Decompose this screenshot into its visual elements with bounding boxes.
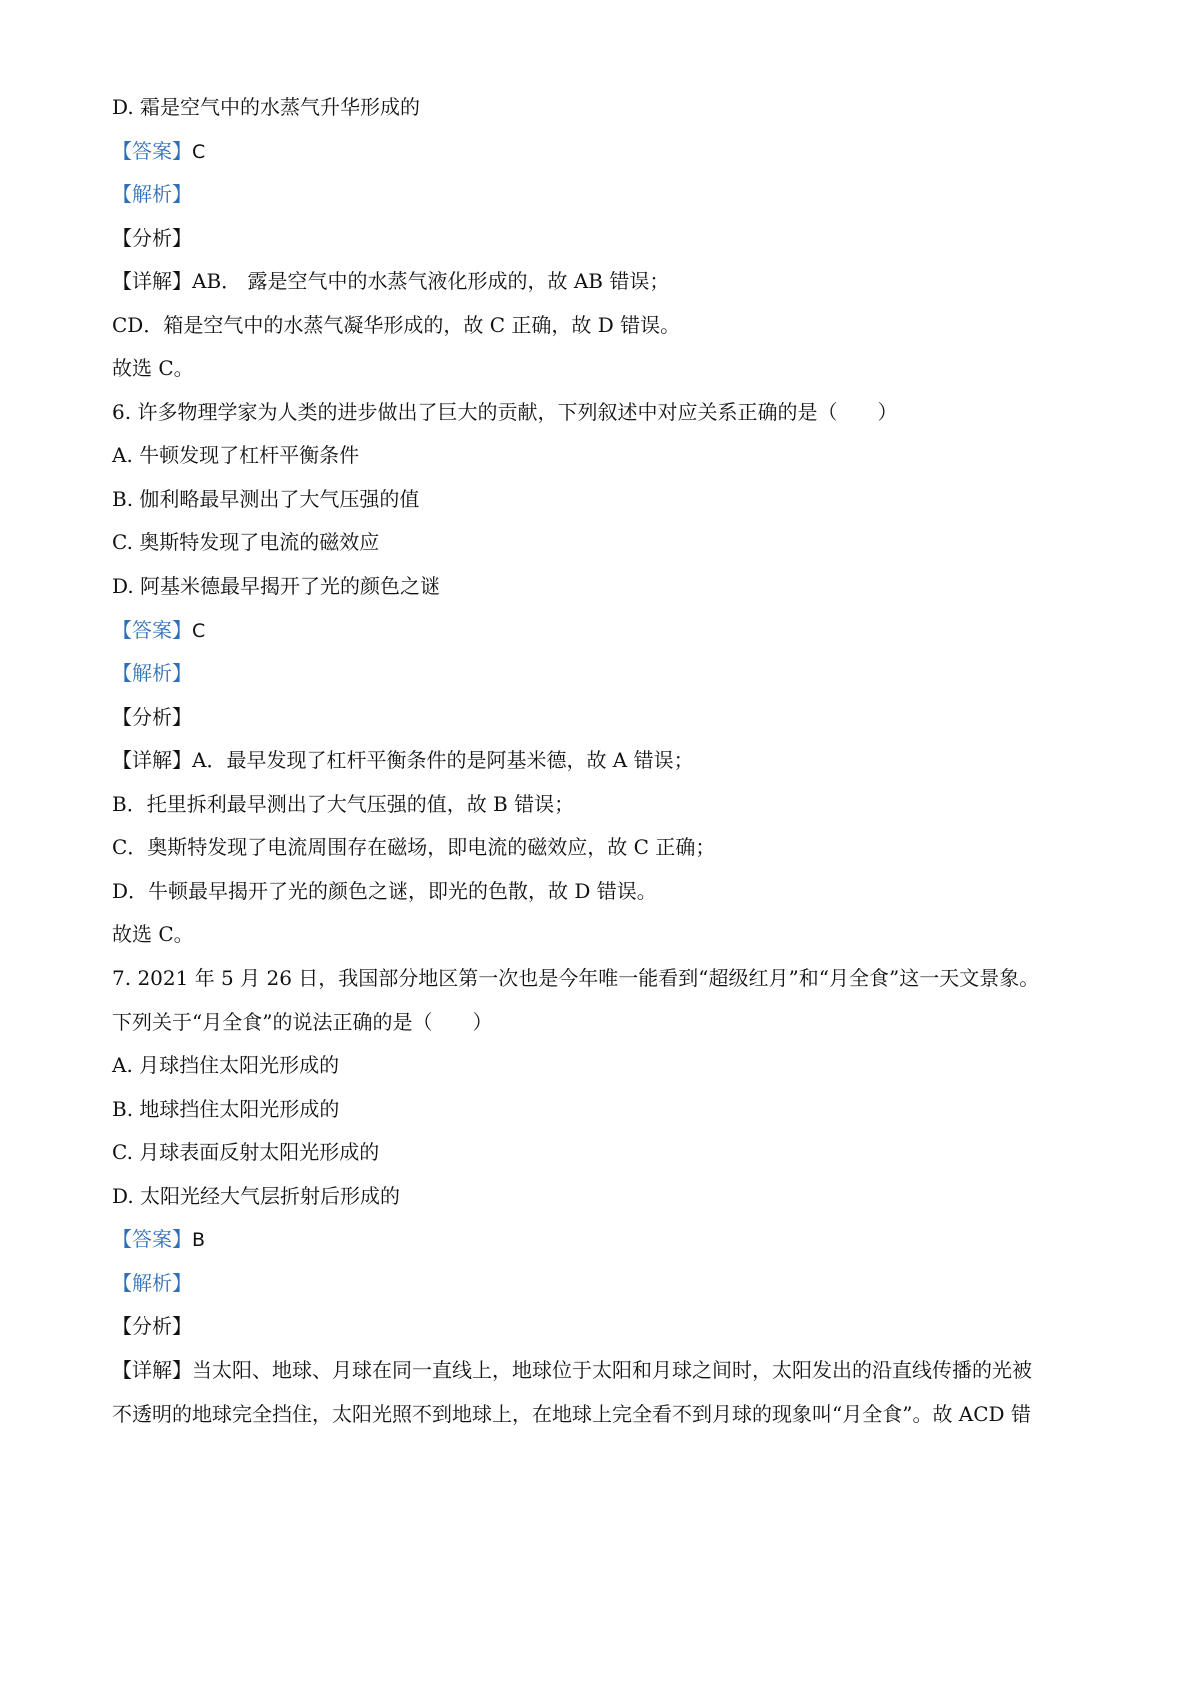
detail-text: 当太阳、地球、月球在同一直线上，地球位于太阳和月球之间时，太阳发出的沿直线传播的光被 — [192, 1358, 1032, 1382]
q6-option-a: A. 牛顿发现了杠杆平衡条件 — [112, 443, 360, 467]
q6-answer — [112, 616, 205, 645]
q6-stem: 6. 许多物理学家为人类的进步做出了巨大的贡献，下列叙述中对应关系正确的是（ ） — [112, 400, 898, 424]
q7-answer — [112, 1225, 205, 1254]
q5-detail-2: CD．箱是空气中的水蒸气凝华形成的，故 C 正确，故 D 错误。 — [112, 313, 681, 337]
q5-answer — [112, 137, 205, 166]
q7-detail-2: 不透明的地球完全挡住，太阳光照不到地球上，在地球上完全看不到月球的现象叫“月全食”。故 ACD 错 — [112, 1402, 1031, 1426]
answer-tag: 【答案】 — [112, 618, 192, 642]
detail-tag: 【详解】 — [112, 748, 192, 772]
detail-tag: 【详解】 — [112, 1358, 192, 1382]
detail-text: A．最早发现了杠杆平衡条件的是阿基米德，故 A 错误； — [192, 748, 694, 772]
q5-detail-1 — [112, 267, 669, 295]
q6-analysis-tag: 【解析】 — [112, 661, 192, 685]
q5-choose: 故选 C。 — [112, 356, 194, 380]
q7-analysis-tag: 【解析】 — [112, 1271, 192, 1295]
q5-fenxi-tag: 【分析】 — [112, 226, 192, 250]
answer-value: C — [192, 141, 206, 163]
answer-tag: 【答案】 — [112, 139, 192, 163]
q7-option-b: B. 地球挡住太阳光形成的 — [112, 1097, 340, 1121]
q7-stem-1: 7. 2021 年 5 月 26 日，我国部分地区第一次也是今年唯一能看到“超级红月”和“月全食”这一天文景象。 — [112, 966, 1040, 990]
detail-tag: 【详解】 — [112, 269, 192, 293]
q6-option-d: D. 阿基米德最早揭开了光的颜色之谜 — [112, 574, 441, 598]
q6-detail-2: B．托里拆利最早测出了大气压强的值，故 B 错误； — [112, 792, 575, 816]
q7-option-c: C. 月球表面反射太阳光形成的 — [112, 1140, 380, 1164]
answer-value: B — [192, 1229, 206, 1251]
q5-analysis-tag: 【解析】 — [112, 182, 192, 206]
answer-value: C — [192, 620, 206, 642]
q7-stem-2: 下列关于“月全食”的说法正确的是（ ） — [112, 1010, 493, 1034]
q6-detail-4: D．牛顿最早揭开了光的颜色之谜，即光的色散，故 D 错误。 — [112, 879, 657, 903]
q5-option-d: D. 霜是空气中的水蒸气升华形成的 — [112, 95, 421, 119]
detail-text: AB． 露是空气中的水蒸气液化形成的，故 AB 错误； — [192, 269, 670, 293]
answer-tag: 【答案】 — [112, 1227, 192, 1251]
q6-fenxi-tag: 【分析】 — [112, 705, 192, 729]
q6-option-b: B. 伽利略最早测出了大气压强的值 — [112, 487, 420, 511]
q7-option-a: A. 月球挡住太阳光形成的 — [112, 1053, 340, 1077]
q6-detail-3: C．奥斯特发现了电流周围存在磁场，即电流的磁效应，故 C 正确； — [112, 835, 716, 859]
q7-option-d: D. 太阳光经大气层折射后形成的 — [112, 1184, 401, 1208]
q6-detail-1 — [112, 746, 694, 774]
q7-detail-1 — [112, 1356, 1032, 1384]
q6-choose: 故选 C。 — [112, 922, 194, 946]
q7-fenxi-tag: 【分析】 — [112, 1314, 192, 1338]
q6-option-c: C. 奥斯特发现了电流的磁效应 — [112, 530, 380, 554]
